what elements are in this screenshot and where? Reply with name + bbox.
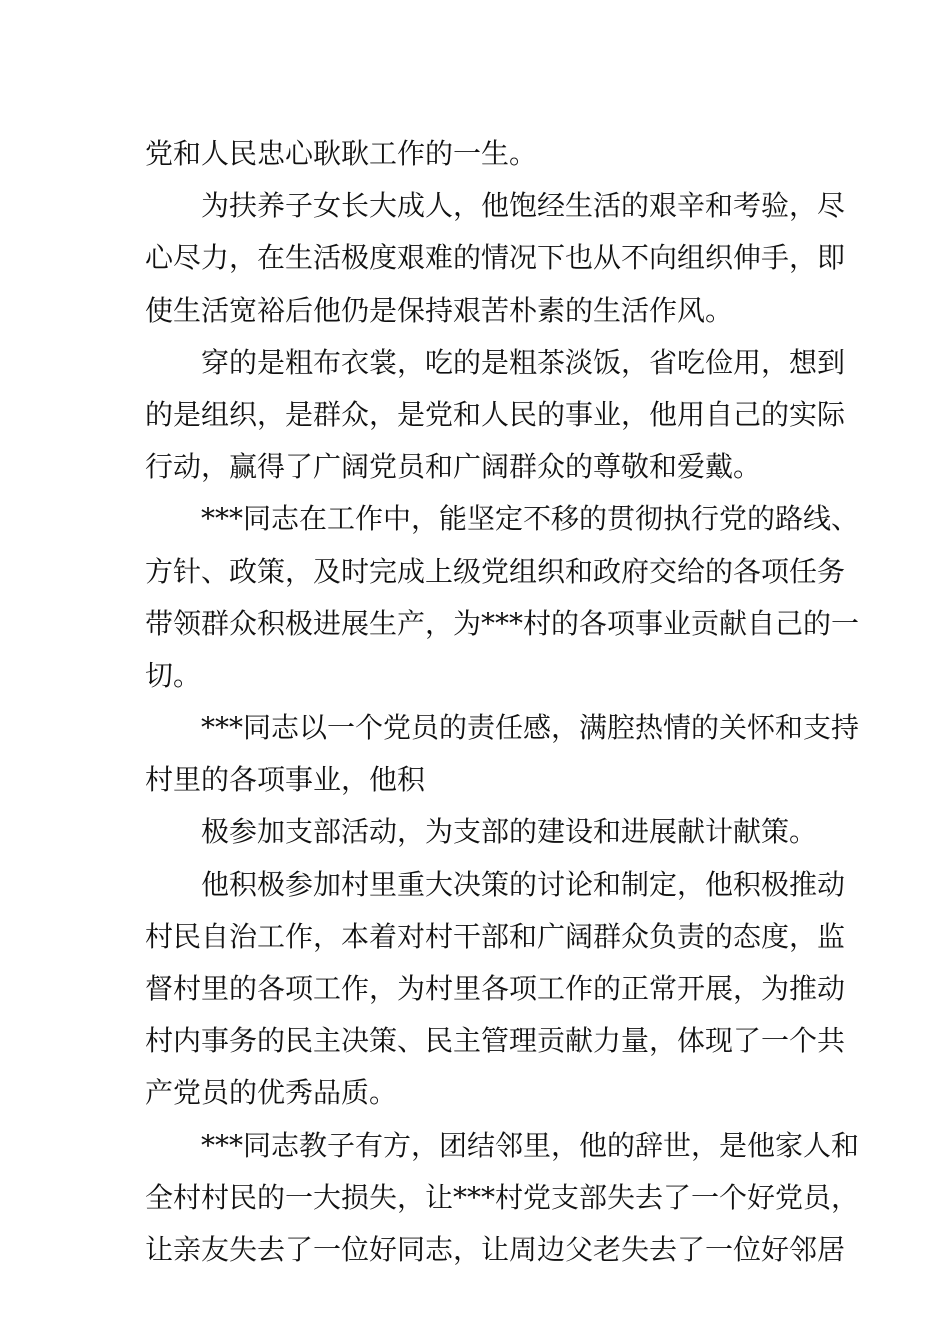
text-line: 督村里的各项工作，为村里各项工作的正常开展，为推动 <box>145 972 846 1005</box>
text-line: 使生活宽裕后他仍是保持艰苦朴素的生活作风。 <box>145 293 734 327</box>
text-line: 全村村民的一大损失，让***村党支部失去了一个好党员， <box>145 1180 860 1214</box>
text-line: 的是组织，是群众，是党和人民的事业，他用自己的实际 <box>145 397 846 431</box>
text-line: 带领群众积极进展生产，为***村的各项事业贡献自己的一 <box>145 606 860 640</box>
text-line: 穿的是粗布衣裳，吃的是粗茶淡饭，省吃俭用，想到 <box>201 345 846 379</box>
text-line: 切。 <box>145 658 202 692</box>
text-line: ***同志教子有方，团结邻里，他的辞世，是他家人和 <box>201 1128 860 1162</box>
text-line: 极参加支部活动，为支部的建设和进展献计献策。 <box>201 815 818 849</box>
text-line: 村民自治工作，本着对村干部和广阔群众负责的态度，监 <box>145 919 846 953</box>
text-line: ***同志在工作中，能坚定不移的贯彻执行党的路线、 <box>201 502 860 536</box>
text-line: 产党员的优秀品质。 <box>145 1076 398 1110</box>
text-line: 心尽力，在生活极度艰难的情况下也从不向组织伸手，即 <box>145 241 846 275</box>
text-line: 党和人民忠心耿耿工作的一生。 <box>145 137 538 170</box>
text-line: 他积极参加村里重大决策的讨论和制定，他积极推动 <box>201 867 846 901</box>
text-line: 行动，赢得了广阔党员和广阔群众的尊敬和爱戴。 <box>145 450 762 484</box>
document-body <box>145 128 860 1276</box>
text-line: ***同志以一个党员的责任感，满腔热情的关怀和支持 <box>201 711 860 745</box>
text-line: 村内事务的民主决策、民主管理贡献力量，体现了一个共 <box>145 1024 846 1058</box>
text-line: 村里的各项事业，他积 <box>145 763 426 797</box>
text-line: 方针、政策，及时完成上级党组织和政府交给的各项任务 <box>145 554 846 588</box>
text-line: 让亲友失去了一位好同志，让周边父老失去了一位好邻居 <box>145 1232 846 1266</box>
text-line: 为扶养子女长大成人，他饱经生活的艰辛和考验，尽 <box>201 189 846 223</box>
